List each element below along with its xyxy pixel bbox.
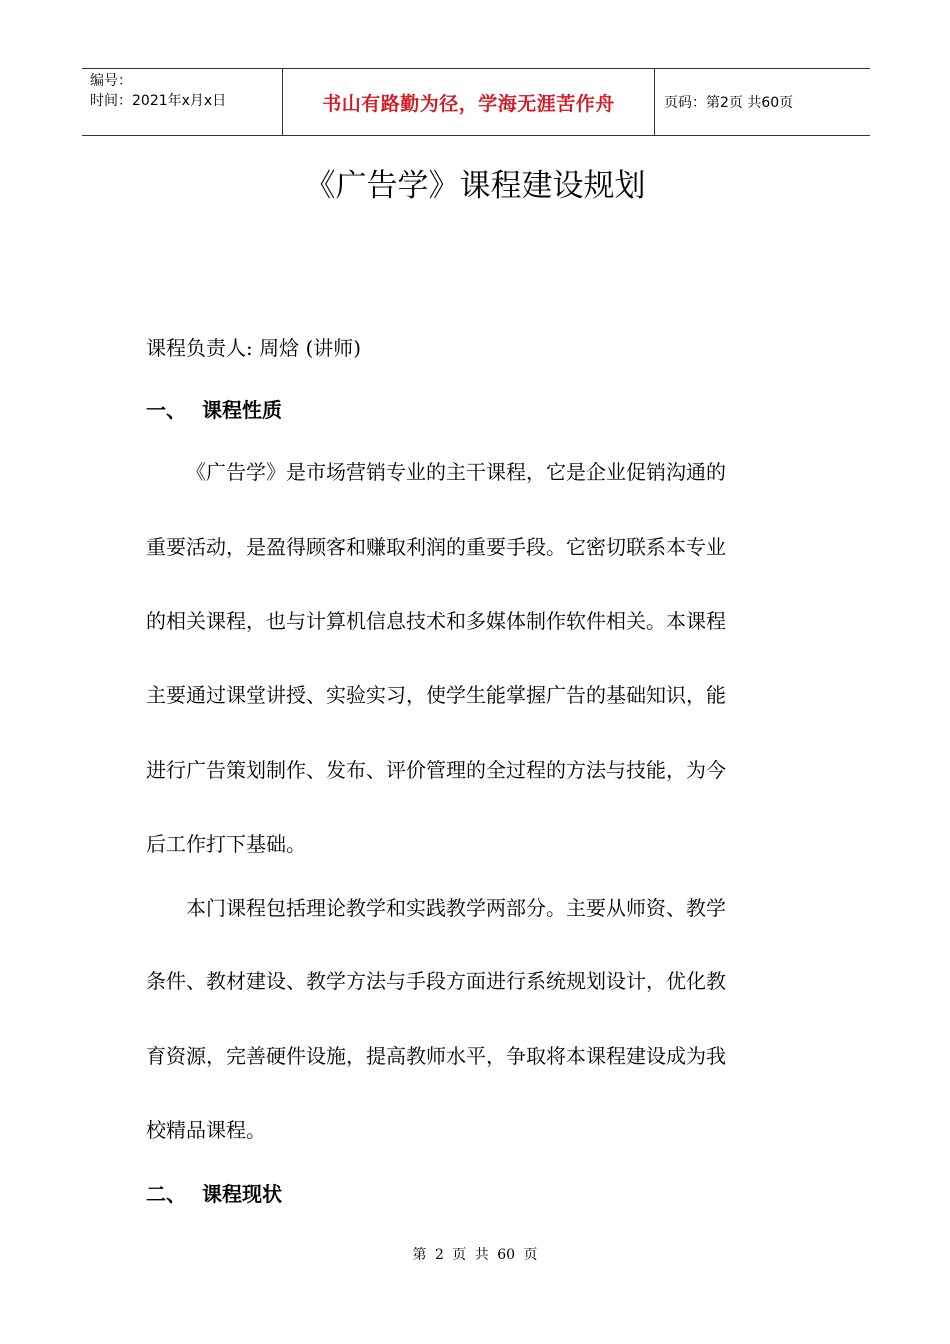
section-number: 一、 xyxy=(146,398,186,422)
paragraph-line: 《广告学》是市场营销专业的主干课程，它是企业促销沟通的 xyxy=(186,460,726,484)
paragraph-line: 本门课程包括理论教学和实践教学两部分。主要从师资、教学 xyxy=(186,896,726,920)
course-responsible: 课程负责人: 周焓 (讲师) xyxy=(146,336,362,360)
document-date: 时间：2021年x月x日 xyxy=(90,93,227,109)
header-page-info: 页码：第2页 共60页 xyxy=(664,95,794,111)
paragraph-line: 育资源，完善硬件设施，提高教师水平，争取将本课程建设成为我 xyxy=(146,1044,726,1068)
document-number-label: 编号： xyxy=(90,73,132,89)
paragraph-line: 条件、教材建设、教学方法与手段方面进行系统规划设计，优化教 xyxy=(146,969,726,993)
paragraph-line: 主要通过课堂讲授、实验实习，使学生能掌握广告的基础知识，能 xyxy=(146,683,726,707)
paragraph-line: 后工作打下基础。 xyxy=(146,832,306,856)
paragraph-line: 的相关课程，也与计算机信息技术和多媒体制作软件相关。本课程 xyxy=(146,609,726,633)
paragraph-line: 重要活动，是盈得顾客和赚取利润的重要手段。它密切联系本专业 xyxy=(146,535,726,559)
section-title: 课程现状 xyxy=(202,1182,282,1206)
header-meta xyxy=(82,69,282,135)
section-title: 课程性质 xyxy=(202,398,282,422)
section-number: 二、 xyxy=(146,1182,186,1206)
page-footer: 第 2 页 共 60 页 xyxy=(412,1247,538,1263)
paragraph-line: 进行广告策划制作、发布、评价管理的全过程的方法与技能，为今 xyxy=(146,758,726,782)
paragraph-line: 校精品课程。 xyxy=(146,1118,266,1142)
page-header xyxy=(82,68,870,136)
header-motto: 书山有路勤为径，学海无涯苦作舟 xyxy=(282,69,655,135)
document-title: 《广告学》课程建设规划 xyxy=(304,168,646,204)
